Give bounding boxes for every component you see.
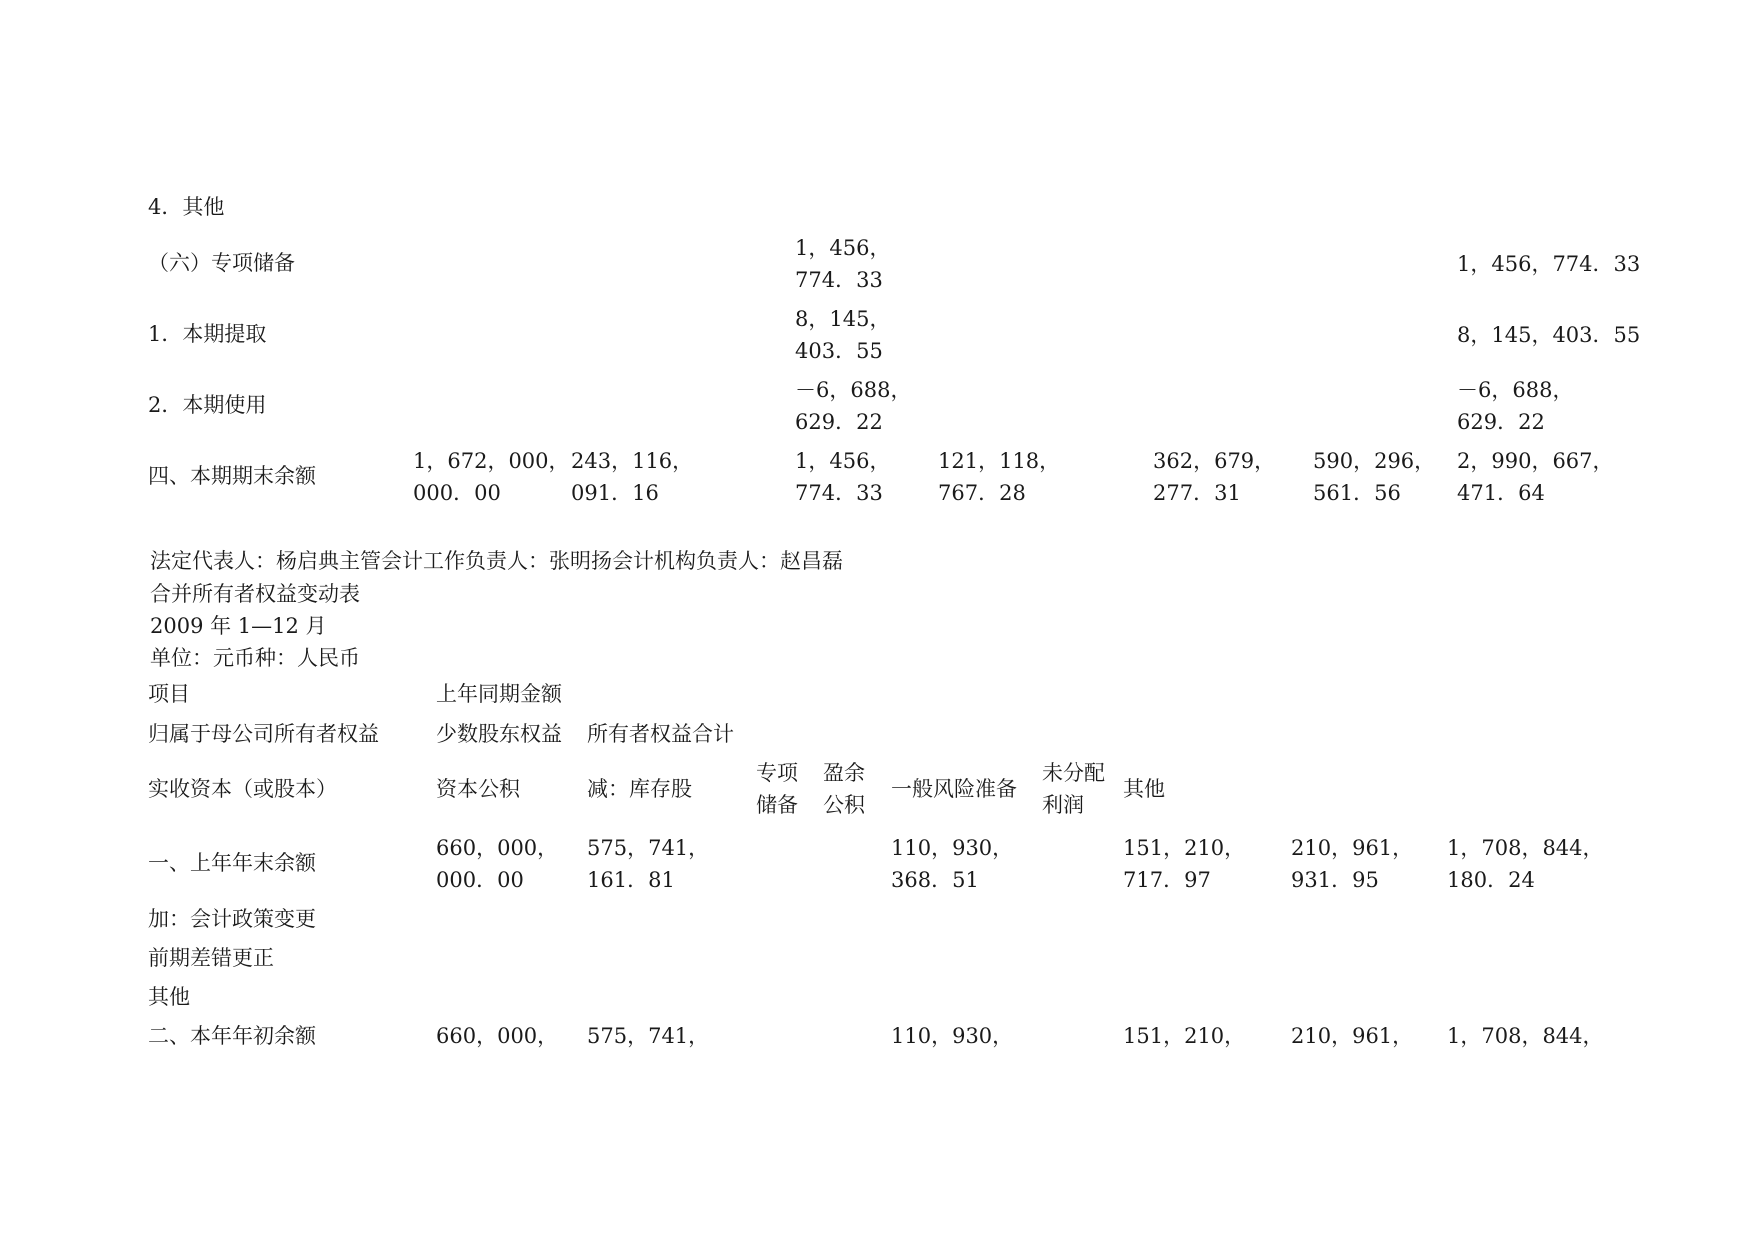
cell-value: 660，000， [436,1024,559,1048]
row-label: 一、上年年末余额 [148,851,316,875]
cell-value: 575，741， [587,1024,710,1048]
cell-value: －6，688， [1457,378,1574,402]
cell-value: 180．24 [1447,868,1535,892]
row-label: 加：会计政策变更 [148,907,316,931]
header-parent-equity: 归属于母公司所有者权益 [148,722,379,746]
cell-value: 8，145， [795,307,891,331]
cell-value: 091．16 [571,481,659,505]
cell-value: －6，688， [795,378,912,402]
col-undistributed-profit: 利润 [1042,793,1084,817]
row-label: 1．本期提取 [148,322,267,346]
signatures-line: 法定代表人：杨启典主管会计工作负责人：张明扬会计机构负责人：赵昌磊 [150,549,843,573]
col-paid-in-capital: 实收资本（或股本） [148,777,337,801]
cell-value: 000．00 [413,481,501,505]
row-label: 4．其他 [148,195,225,219]
col-undistributed-profit: 未分配 [1042,761,1105,785]
cell-value: 629．22 [1457,410,1545,434]
cell-value: 1，672，000， [413,449,570,473]
row-label: 前期差错更正 [148,946,274,970]
col-capital-reserve: 资本公积 [436,777,520,801]
col-surplus-reserve: 公积 [823,793,865,817]
header-total-equity: 所有者权益合计 [587,722,734,746]
cell-value: 774．33 [795,268,883,292]
report-title: 合并所有者权益变动表 [150,582,360,606]
header-minority-equity: 少数股东权益 [436,722,562,746]
cell-value: 590，296， [1313,449,1436,473]
cell-value: 561．56 [1313,481,1401,505]
cell-value: 210，961， [1291,836,1414,860]
cell-value: 362，679， [1153,449,1276,473]
cell-value: 277．31 [1153,481,1241,505]
report-unit: 单位：元币种：人民币 [150,646,360,670]
cell-value: 161．81 [587,868,675,892]
cell-value: 151，210， [1123,1024,1246,1048]
col-special-reserve: 专项 [756,761,798,785]
cell-value: 000．00 [436,868,524,892]
row-label: （六）专项储备 [148,251,295,275]
cell-value: 774．33 [795,481,883,505]
header-item: 项目 [148,682,190,706]
report-period: 2009 年 1—12 月 [150,614,327,638]
cell-value: 243，116， [571,449,694,473]
cell-value: 121，118， [938,449,1061,473]
cell-value: 210，961， [1291,1024,1414,1048]
cell-value: 660，000， [436,836,559,860]
row-label: 其他 [148,985,190,1009]
cell-value: 717．97 [1123,868,1211,892]
col-surplus-reserve: 盈余 [823,761,865,785]
cell-value: 767．28 [938,481,1026,505]
cell-value: 8，145，403．55 [1457,323,1641,347]
col-other: 其他 [1123,777,1165,801]
cell-value: 1，456， [795,236,891,260]
cell-value: 629．22 [795,410,883,434]
cell-value: 151，210， [1123,836,1246,860]
row-label: 2．本期使用 [148,393,267,417]
col-general-risk-reserve: 一般风险准备 [891,777,1017,801]
cell-value: 575，741， [587,836,710,860]
cell-value: 110，930， [891,836,1014,860]
col-special-reserve: 储备 [756,793,798,817]
row-label: 二、本年年初余额 [148,1024,316,1048]
cell-value: 1，708，844， [1447,836,1604,860]
cell-value: 110，930， [891,1024,1014,1048]
cell-value: 931．95 [1291,868,1379,892]
col-treasury-stock: 减：库存股 [587,777,692,801]
cell-value: 403．55 [795,339,883,363]
row-label: 四、本期期末余额 [148,464,316,488]
header-prior-period: 上年同期金额 [436,682,562,706]
cell-value: 2，990，667， [1457,449,1614,473]
cell-value: 471．64 [1457,481,1545,505]
cell-value: 1，456， [795,449,891,473]
cell-value: 1，708，844， [1447,1024,1604,1048]
cell-value: 368．51 [891,868,979,892]
cell-value: 1，456，774．33 [1457,252,1641,276]
